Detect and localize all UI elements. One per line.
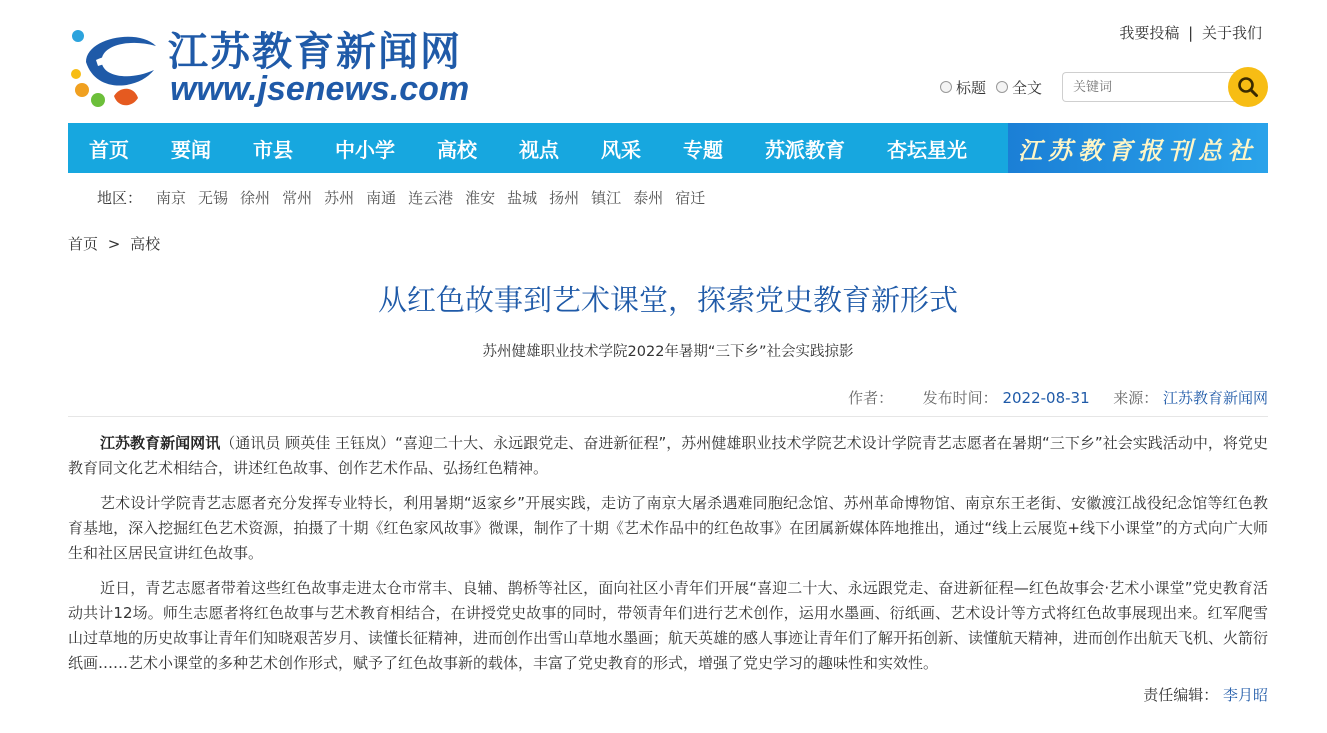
breadcrumb-current[interactable]: 高校: [130, 235, 161, 253]
radio-icon[interactable]: [940, 81, 952, 93]
search-button[interactable]: [1228, 67, 1268, 107]
article-subtitle: 苏州健雄职业技术学院2022年暑期“三下乡”社会实践掠影: [482, 344, 854, 360]
region-nantong[interactable]: 南通: [366, 188, 397, 207]
region-suzhou[interactable]: 苏州: [324, 188, 355, 207]
nav-item-viewpoint[interactable]: 视点: [519, 137, 559, 162]
region-bar: [68, 173, 1268, 221]
region-nanjing[interactable]: 南京: [156, 188, 187, 207]
region-yancheng[interactable]: 盐城: [507, 188, 538, 207]
paragraph: 艺术设计学院青艺志愿者充分发挥专业特长，利用暑期“返家乡”开展实践，走访了南京大屠杀遇难同胞纪念馆、苏州革命博物馆、南京东王老街、安徽渡江战役纪念馆等红色教育基地，深入挖掘红色艺术资源，拍摄了十期《红色家风故事》微课，制作了十期《艺术作品中的红色故事》在团属新媒体阵地推出，通过“线上云展览+线下小课堂”的方式向广大师生和社区居民宣讲红色故事。: [68, 494, 1268, 562]
region-wuxi[interactable]: 无锡: [198, 188, 229, 207]
region-huaian[interactable]: 淮安: [465, 188, 496, 207]
nav-item-stars[interactable]: 杏坛星光: [887, 137, 967, 162]
source-label: 来源：: [1113, 389, 1159, 407]
search-icon: [1237, 76, 1259, 98]
about-link[interactable]: 关于我们: [1201, 24, 1262, 42]
region-suqian[interactable]: 宿迁: [675, 188, 706, 207]
editor-line: [68, 684, 1268, 705]
region-yangzhou[interactable]: 扬州: [549, 188, 580, 207]
region-label: 地区：: [97, 188, 143, 207]
breadcrumb: [68, 233, 1268, 254]
paragraph: [68, 431, 1268, 481]
search-option-title-label: 标题: [955, 78, 986, 97]
article-lead: 江苏教育新闻网讯: [100, 434, 221, 452]
search-option-fulltext-label: 全文: [1011, 78, 1042, 97]
search-bar: [940, 68, 1268, 106]
nav-item-news[interactable]: 要闻: [171, 137, 211, 162]
publish-date: 2022-08-31: [1002, 389, 1090, 407]
submit-link[interactable]: 我要投稿: [1119, 24, 1180, 42]
nav-item-supai[interactable]: 苏派教育: [765, 137, 845, 162]
nav-item-home[interactable]: 首页: [89, 137, 129, 162]
site-name-cn: 江苏教育新闻网: [168, 28, 462, 75]
page: [68, 0, 1268, 705]
editor-name: 李月昭: [1222, 686, 1268, 704]
paragraph: 近日，青艺志愿者带着这些红色故事走进太仓市常丰、良辅、鹊桥等社区，面向社区小青年们开展“喜迎二十大、永远跟党走、奋进新征程—红色故事会·艺术小课堂”党史教育活动共计12场。师生志愿者将红色故事与艺术教育相结合，在讲授党史故事的同时，带领青年们进行艺术创作，运用水墨画、衍纸画、艺术设计等方式将红色故事展现出来。红军爬雪山过草地的历史故事让青年们知晓艰苦岁月、读懂长征精神，进而创作出雪山草地水墨画；航天英雄的感人事迹让青年们了解开拓创新、读懂航天精神，进而创作出航天飞机、火箭衍纸画……艺术小课堂的多种艺术创作形式，赋予了红色故事新的载体，丰富了党史教育的形式，增强了党史学习的趣味性和实效性。: [68, 579, 1269, 672]
search-option-fulltext[interactable]: [996, 77, 1042, 98]
header: [68, 0, 1268, 123]
radio-icon[interactable]: [996, 81, 1008, 93]
search-input[interactable]: [1062, 72, 1240, 102]
region-changzhou[interactable]: 常州: [282, 188, 313, 207]
nav-item-k12[interactable]: 中小学: [335, 137, 395, 162]
nav-item-topics[interactable]: 专题: [683, 137, 723, 162]
article-title: 从红色故事到艺术课堂，探索党史教育新形式: [377, 283, 958, 317]
region-taizhou[interactable]: 泰州: [633, 188, 664, 207]
nav-item-showcase[interactable]: 风采: [601, 137, 641, 162]
site-name-en: www.jsenews.com: [170, 70, 470, 108]
region-xuzhou[interactable]: 徐州: [240, 188, 271, 207]
source-link[interactable]: 江苏教育新闻网: [1162, 389, 1268, 407]
breadcrumb-arrow: >: [107, 235, 121, 253]
author-label: 作者：: [848, 389, 894, 407]
logo-e-icon: [68, 16, 164, 112]
breadcrumb-home[interactable]: 首页: [68, 235, 99, 253]
nav-item-cities[interactable]: 市县: [253, 137, 293, 162]
region-zhenjiang[interactable]: 镇江: [591, 188, 622, 207]
article-meta: [68, 387, 1268, 417]
nav-item-university[interactable]: 高校: [437, 137, 477, 162]
top-links-separator: |: [1188, 24, 1194, 42]
top-links: [1119, 22, 1262, 43]
date-label: 发布时间：: [922, 389, 998, 407]
search-option-title[interactable]: [940, 77, 986, 98]
article-body: [68, 431, 1268, 676]
main-nav: [68, 123, 1268, 173]
region-lianyungang[interactable]: 连云港: [408, 188, 454, 207]
editor-label: 责任编辑：: [1143, 686, 1219, 704]
paragraph-text: （通讯员 顾英佳 王钰岚）“喜迎二十大、永远跟党走、奋进新征程”，苏州健雄职业技术学院艺术设计学院青艺志愿者在暑期“三下乡”社会实践活动中，将党史教育同文化艺术相结合，讲述红色故事、创作艺术作品、弘扬红色精神。: [68, 434, 1268, 477]
site-logo[interactable]: [68, 8, 498, 118]
nav-brand-banner[interactable]: 江苏教育报刊总社: [1008, 123, 1268, 173]
